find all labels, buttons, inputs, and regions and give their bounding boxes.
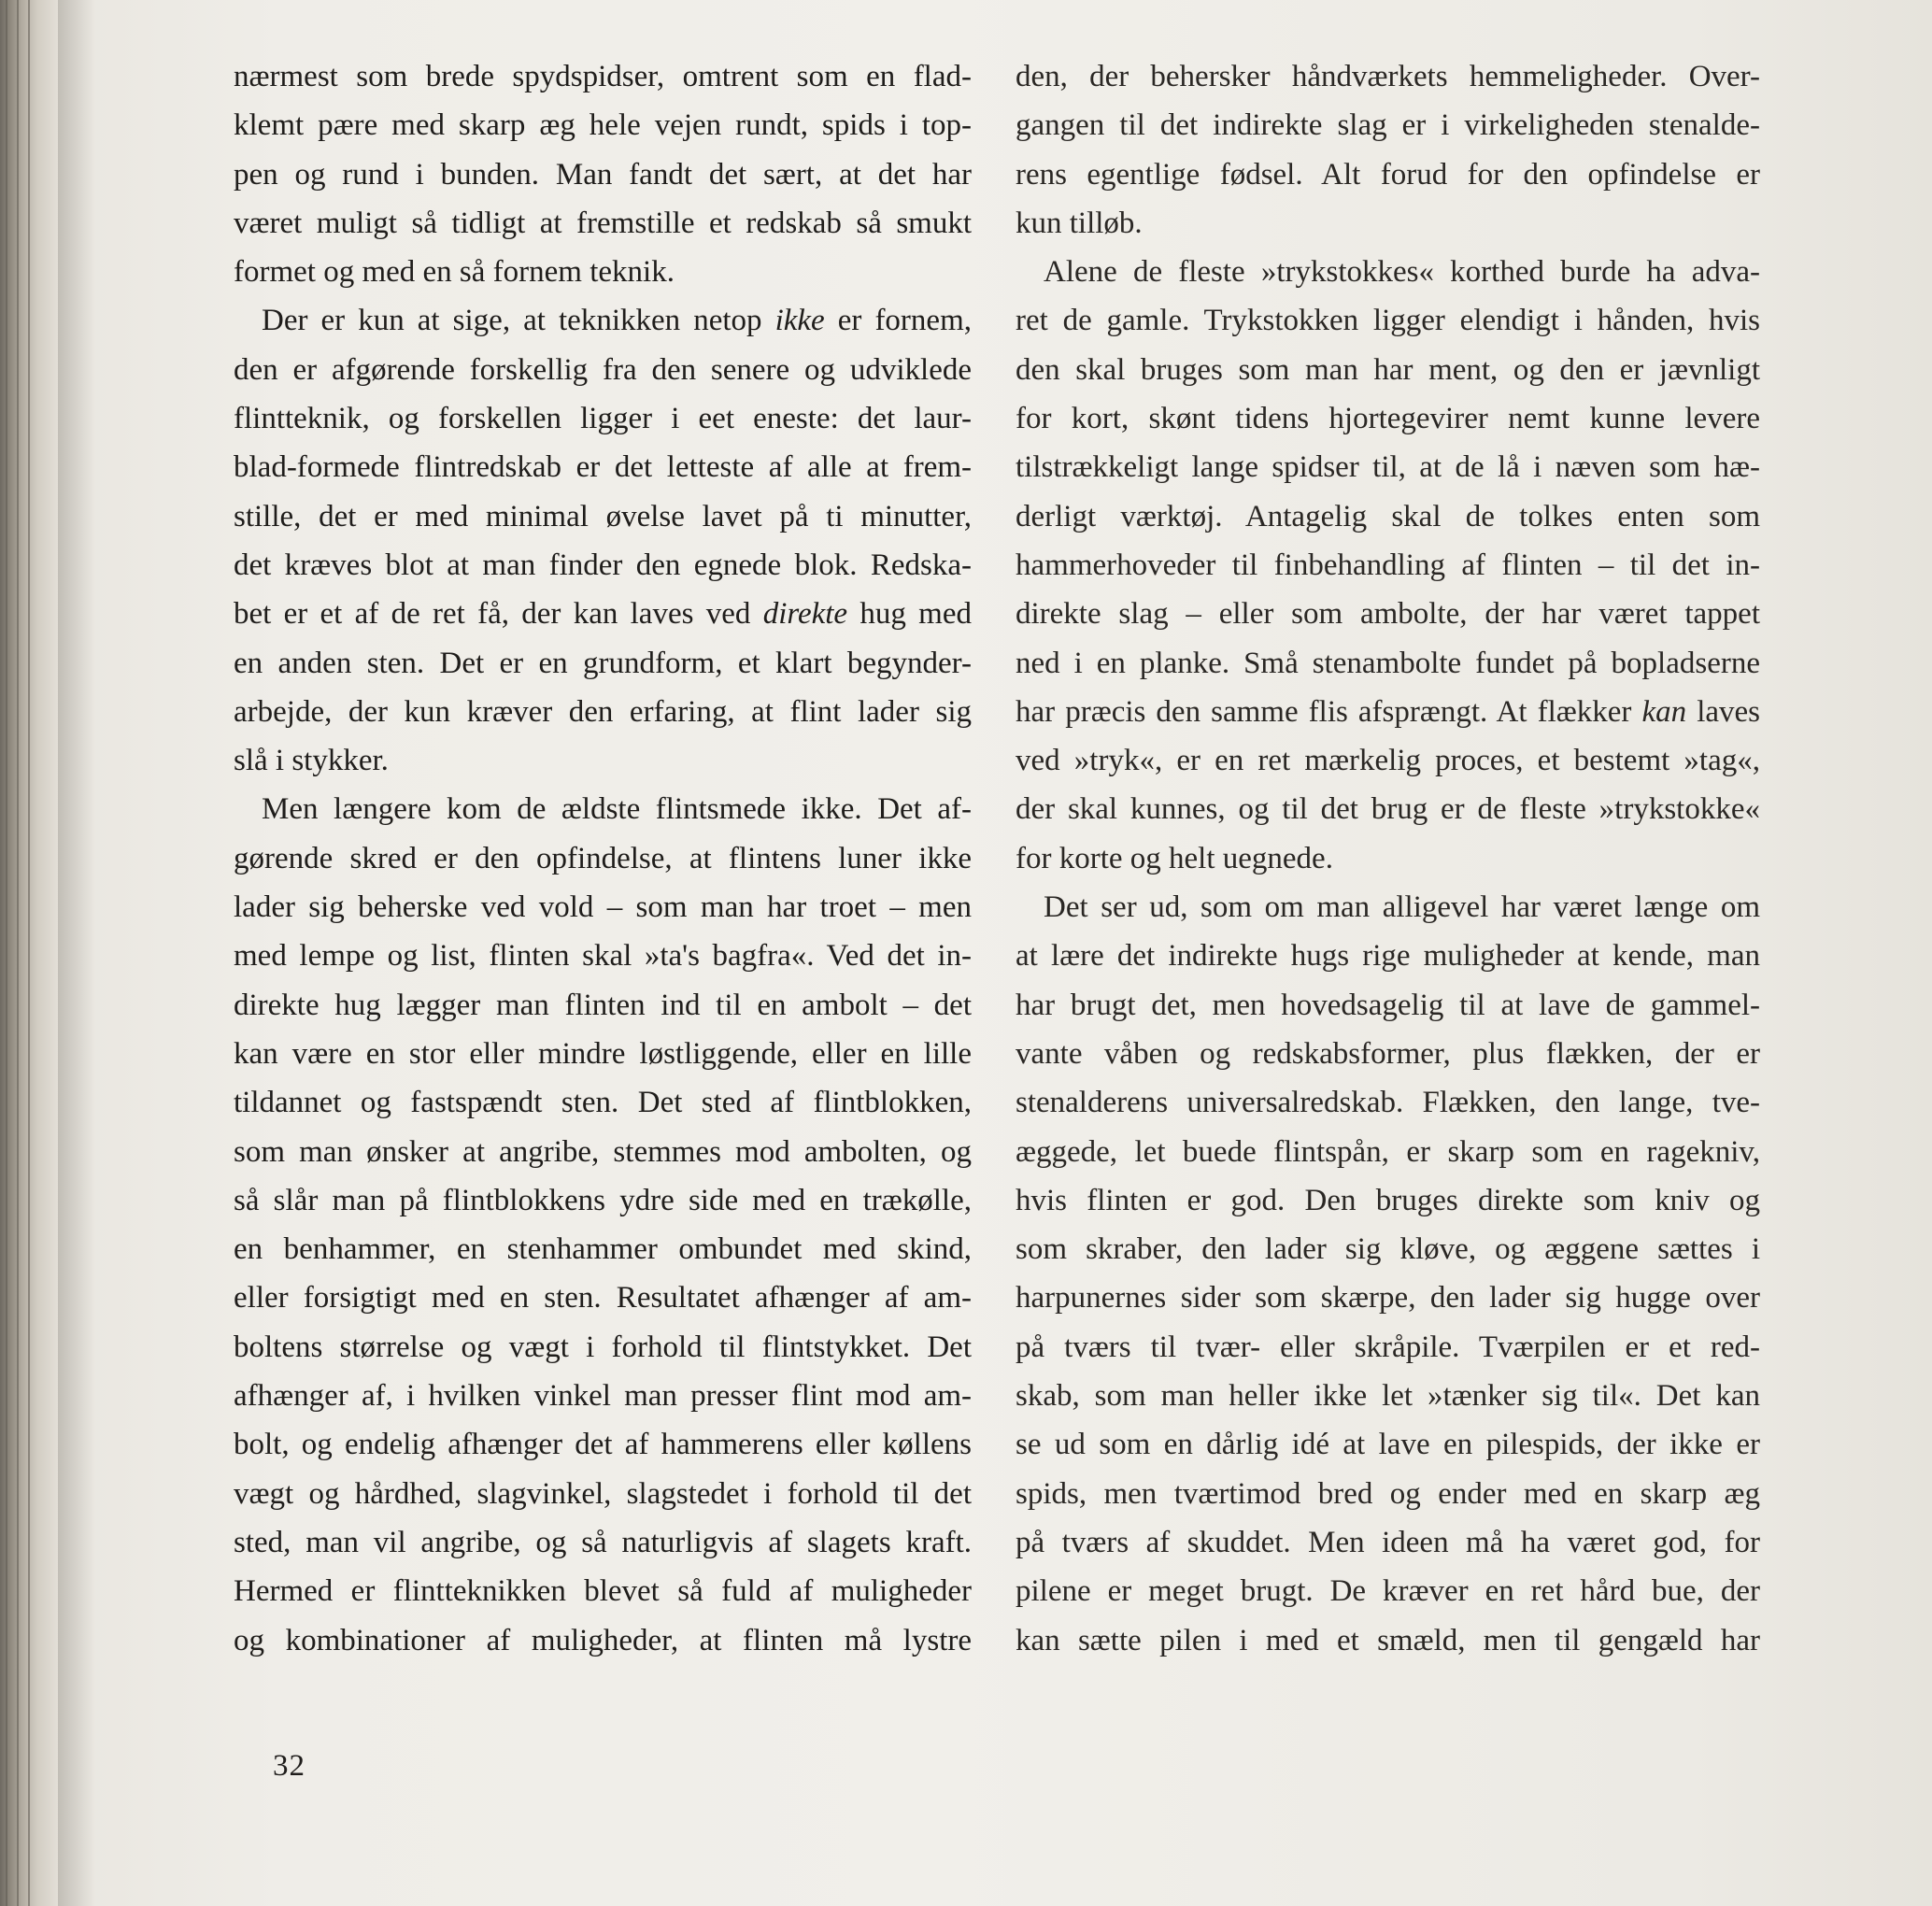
text-line: vægt og hårdhed, slagvinkel, slagstedet i forhold til det [234, 1476, 972, 1511]
text-line: boltens størrelse og vægt i forhold til flintstykket. Det [234, 1330, 972, 1364]
text-line: har præcis den samme flis afsprængt. At flækker kan laves [1016, 694, 1760, 729]
text-line: eller forsigtigt med en sten. Resultatet afhænger af am- [234, 1281, 972, 1316]
binding-crease [6, 0, 7, 1906]
text-line: for korte og helt uegnede. [1016, 841, 1333, 875]
right-text-column [1016, 52, 1760, 1665]
text-line: bolt, og endelig afhænger det af hammerens eller køllens [234, 1428, 972, 1462]
text-line: spids, men tværtimod bred og ender med en skarp æg [1016, 1476, 1760, 1511]
text-line: pen og rund i bunden. Man fandt det sært, at det har [234, 157, 972, 192]
text-line: ned i en planke. Små stenambolte fundet på bopladserne [1016, 646, 1760, 680]
text-line: lader sig beherske ved vold – som man har troet – men [234, 890, 972, 925]
text-line: nærmest som brede spydspidser, omtrent som en flad- [234, 60, 972, 93]
text-line: gangen til det indirekte slag er i virkeligheden stenalde- [1016, 108, 1760, 143]
text-line: med lempe og list, flinten skal »ta's bagfra«. Ved det in- [234, 939, 972, 974]
text-line: Hermed er flintteknikken blevet så fuld af muligheder [234, 1574, 972, 1609]
text-line: har brugt det, men hovedsagelig til at lave de gammel- [1016, 988, 1760, 1022]
text-line: og kombinationer af muligheder, at flinten må lystre [234, 1623, 972, 1657]
gutter-shadow [58, 0, 95, 1906]
text-line: så slår man på flintblokkens ydre side med en trækølle, [234, 1183, 972, 1217]
text-line: ved »tryk«, er en ret mærkelig proces, et bestemt »tag«, [1016, 744, 1760, 778]
text-line: der skal kunnes, og til det brug er de fleste »trykstokke« [1016, 792, 1760, 827]
text-line: se ud som en dårlig idé at lave en pilespids, der ikke er [1016, 1428, 1760, 1462]
text-line: den skal bruges som man har ment, og den er jævnligt [1016, 352, 1760, 387]
text-line: slå i stykker. [234, 744, 389, 778]
text-line: tilstrækkeligt lange spidser til, at de lå i næven som hæ- [1016, 450, 1760, 485]
left-text-column [234, 52, 972, 1665]
text-line: skab, som man heller ikke let »tænker sig til«. Det kan [1016, 1379, 1760, 1414]
binding-crease [17, 0, 19, 1906]
text-line: flintteknik, og forskellen ligger i eet eneste: det laur- [234, 402, 972, 436]
text-line: klemt pære med skarp æg hele vejen rundt, spids i top- [234, 108, 972, 143]
text-line: været muligt så tidligt at fremstille et redskab så smukt [234, 206, 972, 240]
text-line: formet og med en så fornem teknik. [234, 255, 675, 290]
text-line: rens egentlige fødsel. Alt forud for den opfindelse er [1016, 157, 1760, 192]
text-line: direkte hug lægger man flinten ind til en ambolt – det [234, 988, 972, 1022]
binding-crease [28, 0, 30, 1906]
text-line: på tværs af skuddet. Men ideen må ha været god, for [1016, 1525, 1760, 1559]
text-line: Alene de fleste »trykstokkes« korthed burde ha adva- [1044, 255, 1760, 290]
text-line: vante våben og redskabsformer, plus flækken, der er [1016, 1036, 1760, 1071]
text-line: en benhammer, en stenhammer ombundet med skind, [234, 1232, 972, 1267]
text-line: derligt værktøj. Antagelig skal de tolkes enten som [1016, 499, 1760, 533]
text-line: Der er kun at sige, at teknikken netop ikke er fornem, [262, 304, 972, 338]
text-line: ret de gamle. Trykstokken ligger elendigt i hånden, hvis [1016, 304, 1760, 338]
text-line: hammerhoveder til finbehandling af flinten – til det in- [1016, 548, 1760, 582]
text-line: kun tilløb. [1016, 206, 1143, 240]
text-line: blad-formede flintredskab er det letteste af alle at frem- [234, 450, 972, 485]
text-line: sted, man vil angribe, og så naturligvis af slagets kraft. [234, 1525, 972, 1559]
text-line: æggede, let buede flintspån, er skarp som en ragekniv, [1016, 1134, 1760, 1169]
text-line: for kort, skønt tidens hjortegevirer nemt kunne levere [1016, 402, 1760, 436]
text-line: afhænger af, i hvilken vinkel man presser flint mod am- [234, 1379, 972, 1414]
text-line: at lære det indirekte hugs rige muligheder at kende, man [1016, 939, 1760, 974]
text-line: Men længere kom de ældste flintsmede ikke. Det af- [262, 792, 972, 827]
text-line: harpunernes sider som skærpe, den lader sig hugge over [1016, 1281, 1760, 1316]
text-line: tildannet og fastspændt sten. Det sted af flintblokken, [234, 1086, 972, 1120]
text-line: den, der behersker håndværkets hemmeligheder. Over- [1016, 60, 1760, 93]
text-line: den er afgørende forskellig fra den senere og udviklede [234, 352, 972, 387]
text-line: på tværs til tvær- eller skråpile. Tværpilen er et red- [1016, 1330, 1760, 1364]
text-line: som skraber, den lader sig kløve, og æggene sættes i [1016, 1232, 1760, 1267]
text-line: hvis flinten er god. Den bruges direkte som kniv og [1016, 1183, 1760, 1217]
text-line: kan være en stor eller mindre løstliggende, eller en lille [234, 1036, 972, 1071]
book-binding-edge [0, 0, 58, 1906]
text-line: stenalderens universalredskab. Flækken, den lange, tve- [1016, 1086, 1760, 1120]
text-line: som man ønsker at angribe, stemmes mod ambolten, og [234, 1134, 972, 1169]
page-number: 32 [273, 1749, 305, 1783]
text-line: en anden sten. Det er en grundform, et klart begynder- [234, 646, 972, 680]
text-line: bet er et af de ret få, der kan laves ved direkte hug med [234, 597, 972, 632]
text-line: gørende skred er den opfindelse, at flintens luner ikke [234, 841, 972, 875]
text-line: Det ser ud, som om man alligevel har været længe om [1044, 890, 1760, 925]
text-line: stille, det er med minimal øvelse lavet på ti minutter, [234, 499, 972, 533]
text-line: direkte slag – eller som ambolte, der har været tappet [1016, 597, 1760, 632]
text-line: arbejde, der kun kræver den erfaring, at flint lader sig [234, 694, 972, 729]
text-line: pilene er meget brugt. De kræver en ret hård bue, der [1016, 1574, 1760, 1609]
text-line: det kræves blot at man finder den egnede blok. Redska- [234, 548, 972, 582]
text-line: kan sætte pilen i med et smæld, men til gengæld har [1016, 1623, 1760, 1657]
